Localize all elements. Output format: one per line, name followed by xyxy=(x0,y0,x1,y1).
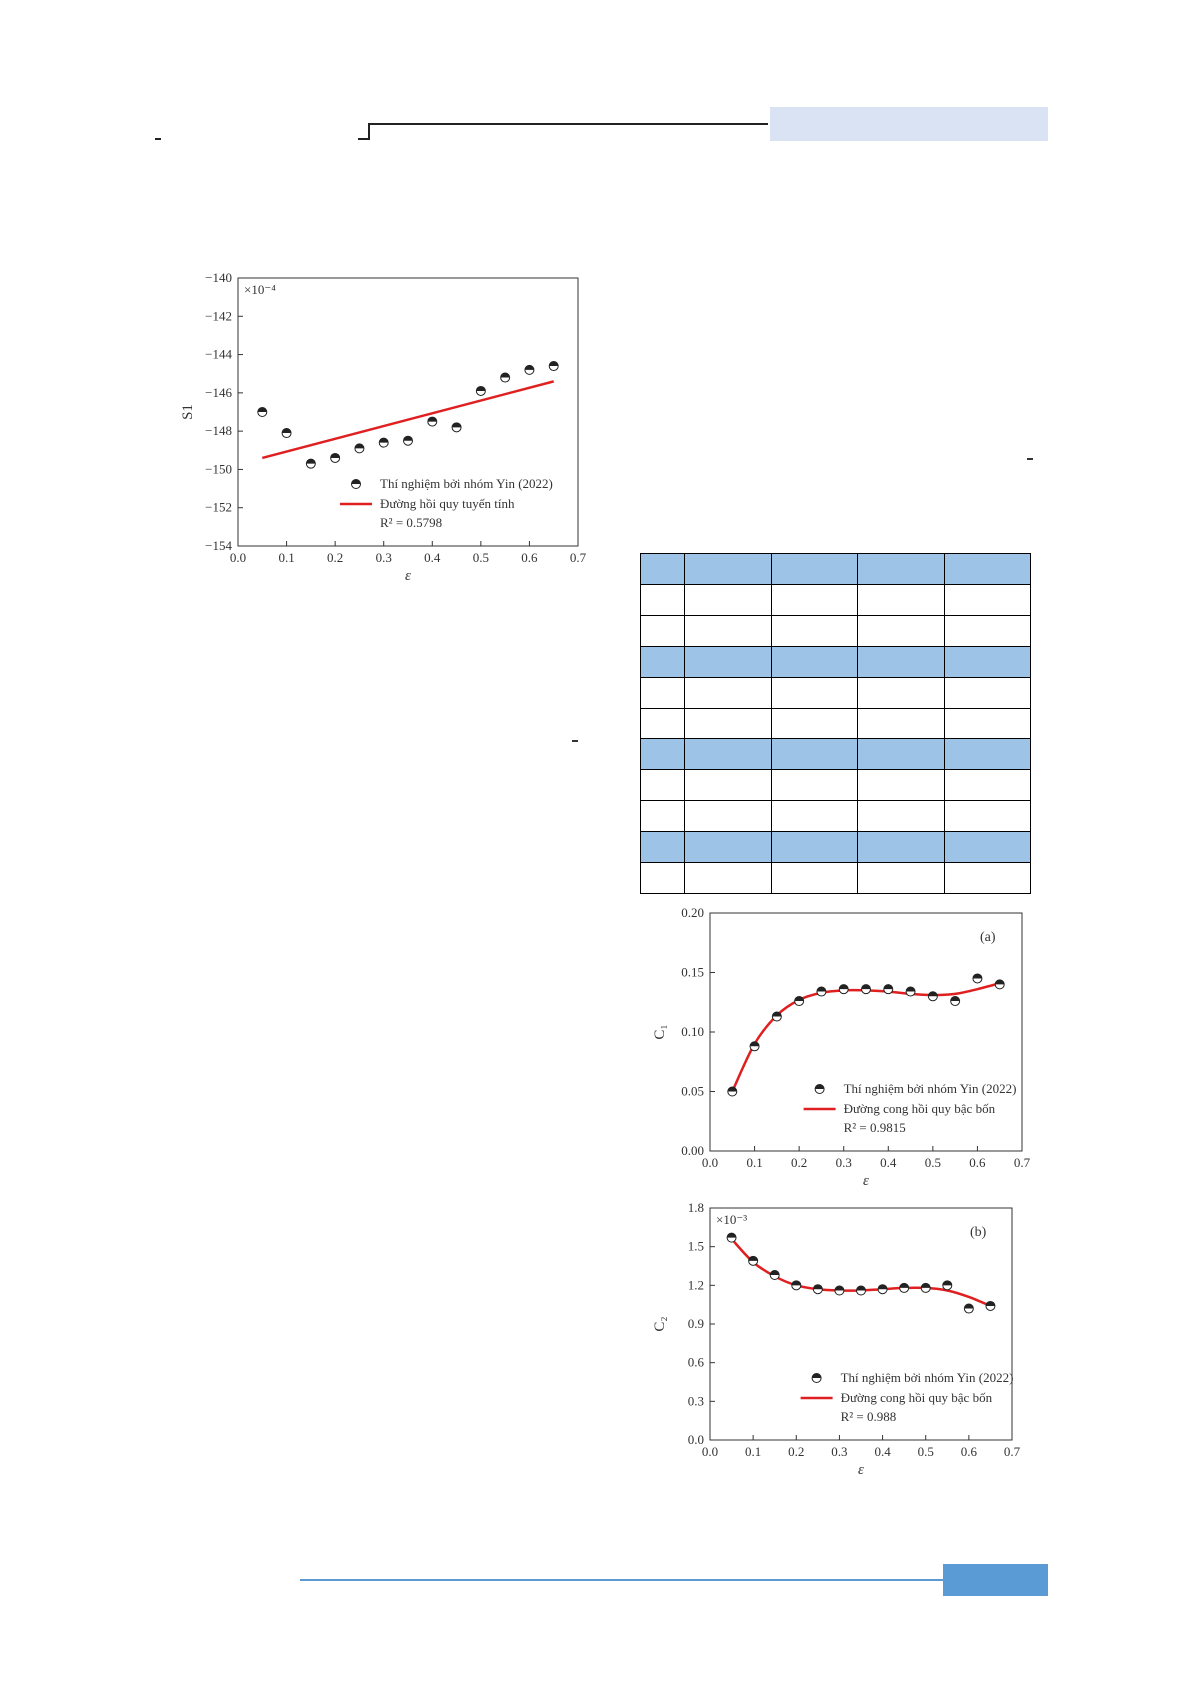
parameter-table xyxy=(640,553,1031,894)
data-point xyxy=(452,423,461,432)
header-tab xyxy=(770,107,1048,141)
x-tick-label: 0.1 xyxy=(745,1444,762,1459)
y-tick-label: −152 xyxy=(205,499,232,515)
data-point xyxy=(792,1281,801,1290)
table-cell xyxy=(771,584,858,615)
table-cell xyxy=(944,770,1031,801)
table-cell xyxy=(641,646,685,677)
table-cell xyxy=(641,584,685,615)
table-cell xyxy=(685,677,772,708)
table-row xyxy=(641,554,1031,585)
table-cell xyxy=(944,708,1031,739)
data-point xyxy=(525,365,534,374)
y-tick-label: 1.5 xyxy=(687,1238,704,1254)
table-cell xyxy=(858,646,945,677)
data-point xyxy=(921,1283,930,1292)
x-axis-label: ε xyxy=(858,1462,864,1478)
y-multiplier: ×10⁻⁴ xyxy=(244,282,276,297)
y-axis-label: C₂ xyxy=(652,1316,668,1332)
y-tick-label: 0.10 xyxy=(681,1024,704,1039)
data-point xyxy=(501,373,510,382)
table-cell xyxy=(685,832,772,863)
table-cell xyxy=(771,801,858,832)
table-cell xyxy=(944,863,1031,894)
data-point xyxy=(813,1285,822,1294)
table-cell xyxy=(858,677,945,708)
table-row xyxy=(641,739,1031,770)
data-point xyxy=(878,1285,887,1294)
y-tick-label: 0.00 xyxy=(681,1143,704,1158)
table-cell xyxy=(944,584,1031,615)
y-tick-label: −148 xyxy=(205,423,232,439)
x-tick-label: 0.5 xyxy=(917,1444,934,1459)
data-point xyxy=(772,1012,781,1021)
data-point xyxy=(749,1256,758,1265)
table-row xyxy=(641,646,1031,677)
table-cell xyxy=(771,554,858,585)
data-point xyxy=(770,1271,779,1280)
table-cell xyxy=(641,801,685,832)
legend-entry: Thí nghiệm bởi nhóm Yin (2022) xyxy=(840,1370,1014,1385)
data-point xyxy=(986,1301,995,1310)
data-point xyxy=(476,386,485,395)
x-tick-label: 0.4 xyxy=(880,1155,897,1170)
x-tick-label: 0.2 xyxy=(788,1444,805,1459)
legend-entry: Đường cong hồi quy bậc bốn xyxy=(840,1390,993,1405)
text-mark xyxy=(572,740,578,742)
data-point xyxy=(900,1283,909,1292)
chart-c2 xyxy=(640,1200,1021,1478)
table-row xyxy=(641,708,1031,739)
x-tick-label: 0.0 xyxy=(229,550,247,565)
x-tick-label: 0.0 xyxy=(701,1444,719,1459)
data-point xyxy=(817,987,826,996)
table-cell xyxy=(944,554,1031,585)
data-point xyxy=(258,408,267,417)
data-point xyxy=(549,362,558,371)
data-point xyxy=(839,985,848,994)
footer-rule xyxy=(300,1579,943,1581)
table-cell xyxy=(858,708,945,739)
table-cell xyxy=(685,739,772,770)
data-point xyxy=(857,1286,866,1295)
table-cell xyxy=(771,770,858,801)
x-tick-label: 0.2 xyxy=(791,1155,808,1170)
data-point xyxy=(943,1281,952,1290)
page-number-box xyxy=(943,1564,1048,1596)
text-mark xyxy=(1027,458,1033,460)
table-cell xyxy=(641,770,685,801)
y-tick-label: 0.15 xyxy=(681,964,704,980)
header-step xyxy=(368,123,370,140)
y-tick-label: 0.05 xyxy=(681,1083,704,1099)
table-row xyxy=(641,863,1031,894)
data-point xyxy=(750,1042,759,1051)
table-cell xyxy=(641,708,685,739)
table-cell xyxy=(944,739,1031,770)
x-tick-label: 0.2 xyxy=(327,550,344,565)
data-point xyxy=(428,417,437,426)
panel-label: (a) xyxy=(980,930,996,945)
legend xyxy=(804,1081,1017,1135)
table-cell xyxy=(858,615,945,646)
data-point xyxy=(331,453,340,462)
header-rule xyxy=(368,123,768,125)
data-point xyxy=(355,444,364,453)
data-point xyxy=(815,1085,824,1094)
table-cell xyxy=(771,863,858,894)
x-tick-label: 0.5 xyxy=(924,1155,941,1170)
table-cell xyxy=(685,615,772,646)
data-point xyxy=(306,459,315,468)
chart-c1 xyxy=(640,905,1031,1189)
data-point xyxy=(835,1286,844,1295)
x-tick-label: 0.7 xyxy=(569,550,587,565)
table-cell xyxy=(771,646,858,677)
table-cell xyxy=(858,584,945,615)
table-cell xyxy=(641,739,685,770)
data-point xyxy=(964,1304,973,1313)
x-axis-label: ε xyxy=(863,1173,869,1189)
y-tick-label: 0.9 xyxy=(687,1316,704,1331)
data-point xyxy=(928,992,937,1001)
x-tick-label: 0.3 xyxy=(835,1155,852,1170)
table-cell xyxy=(641,615,685,646)
regression-curve xyxy=(732,1239,991,1306)
data-point xyxy=(906,987,915,996)
y-tick-label: 0.0 xyxy=(687,1432,704,1447)
y-axis-label: S1 xyxy=(180,404,196,420)
legend-r2: R² = 0.5798 xyxy=(380,515,443,530)
table-cell xyxy=(944,646,1031,677)
table-cell xyxy=(771,708,858,739)
table-cell xyxy=(858,770,945,801)
data-point xyxy=(862,985,871,994)
table-cell xyxy=(858,739,945,770)
x-tick-label: 0.6 xyxy=(521,550,538,565)
table-row xyxy=(641,801,1031,832)
data-point xyxy=(973,974,982,983)
legend-r2: R² = 0.988 xyxy=(840,1409,897,1424)
data-point xyxy=(995,980,1004,989)
y-tick-label: −142 xyxy=(205,308,232,324)
table-cell xyxy=(944,832,1031,863)
y-tick-label: −150 xyxy=(205,461,232,477)
table-row xyxy=(641,584,1031,615)
data-point xyxy=(282,429,291,438)
table-cell xyxy=(944,677,1031,708)
table-cell xyxy=(771,615,858,646)
table-cell xyxy=(685,646,772,677)
table-row xyxy=(641,615,1031,646)
x-tick-label: 0.6 xyxy=(960,1444,977,1459)
regression-line xyxy=(262,381,553,458)
legend-r2: R² = 0.9815 xyxy=(843,1120,906,1135)
x-tick-label: 0.4 xyxy=(874,1444,891,1459)
y-tick-label: 0.3 xyxy=(687,1393,704,1409)
x-tick-label: 0.5 xyxy=(472,550,489,565)
header-tick xyxy=(155,138,161,140)
panel-label: (b) xyxy=(970,1225,987,1240)
table-cell xyxy=(771,739,858,770)
table-cell xyxy=(685,770,772,801)
x-tick-label: 0.1 xyxy=(746,1155,763,1170)
data-point xyxy=(352,480,361,489)
table-row xyxy=(641,770,1031,801)
table-cell xyxy=(685,863,772,894)
y-tick-label: −140 xyxy=(205,270,232,285)
table-cell xyxy=(641,677,685,708)
data-point xyxy=(884,985,893,994)
table-row xyxy=(641,832,1031,863)
table-cell xyxy=(685,708,772,739)
legend xyxy=(801,1370,1014,1424)
table-cell xyxy=(858,832,945,863)
x-tick-label: 0.0 xyxy=(701,1155,719,1170)
table-cell xyxy=(771,832,858,863)
y-tick-label: 0.6 xyxy=(687,1354,704,1370)
data-point xyxy=(379,438,388,447)
table-cell xyxy=(641,832,685,863)
table-cell xyxy=(944,801,1031,832)
x-tick-label: 0.7 xyxy=(1013,1155,1031,1170)
data-point xyxy=(728,1087,737,1096)
table-cell xyxy=(944,615,1031,646)
data-point xyxy=(404,436,413,445)
y-tick-label: 0.20 xyxy=(681,905,704,920)
plot-frame xyxy=(710,1208,1012,1440)
x-tick-label: 0.3 xyxy=(375,550,392,565)
data-point xyxy=(812,1374,821,1383)
legend-entry: Thí nghiệm bởi nhóm Yin (2022) xyxy=(380,476,553,491)
legend-entry: Đường hồi quy tuyến tính xyxy=(380,496,515,511)
y-tick-label: −146 xyxy=(205,384,232,400)
x-tick-label: 0.3 xyxy=(831,1444,848,1459)
y-tick-label: 1.2 xyxy=(687,1277,704,1293)
chart-s1 xyxy=(160,270,587,600)
y-tick-label: 1.8 xyxy=(687,1200,704,1215)
table-cell xyxy=(685,554,772,585)
data-point xyxy=(795,997,804,1006)
x-tick-label: 0.6 xyxy=(969,1155,986,1170)
x-axis-label: ε xyxy=(405,568,411,584)
table-cell xyxy=(858,863,945,894)
table-cell xyxy=(685,584,772,615)
table-cell xyxy=(685,801,772,832)
table-cell xyxy=(858,554,945,585)
y-tick-label: −144 xyxy=(205,346,232,362)
y-tick-label: −154 xyxy=(205,538,232,553)
legend-entry: Đường cong hồi quy bậc bốn xyxy=(843,1101,996,1116)
x-tick-label: 0.4 xyxy=(424,550,441,565)
legend xyxy=(340,476,553,530)
table-cell xyxy=(771,677,858,708)
y-multiplier: ×10⁻³ xyxy=(716,1212,748,1227)
legend-entry: Thí nghiệm bởi nhóm Yin (2022) xyxy=(843,1081,1017,1096)
table-cell xyxy=(858,801,945,832)
data-point xyxy=(951,997,960,1006)
table-row xyxy=(641,677,1031,708)
y-axis-label: C₁ xyxy=(652,1024,668,1040)
x-tick-label: 0.7 xyxy=(1003,1444,1021,1459)
table-cell xyxy=(641,863,685,894)
x-tick-label: 0.1 xyxy=(278,550,295,565)
table-cell xyxy=(641,554,685,585)
data-point xyxy=(727,1233,736,1242)
